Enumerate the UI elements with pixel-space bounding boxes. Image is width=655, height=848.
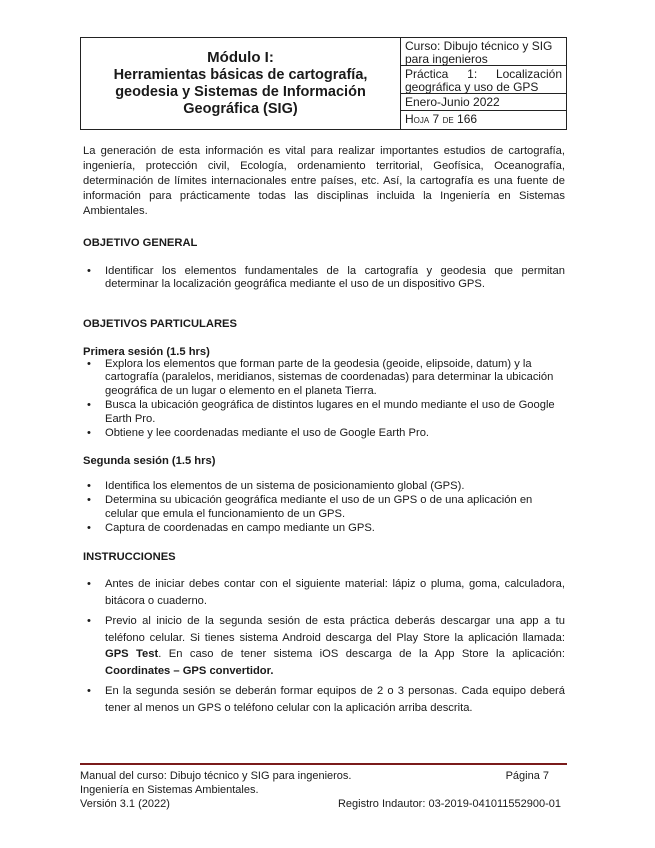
list-item — [83, 613, 565, 679]
footer-version: Versión 3.1 (2022) — [80, 798, 170, 810]
footer-program: Ingeniería en Sistemas Ambientales. — [80, 784, 259, 796]
objetivo-general-list — [83, 265, 565, 293]
module-title: Módulo I: — [207, 49, 274, 66]
list-item: • Identificar los elementos fundamentales de la cartografía y geodesia que permitan determinar la localización geográfica mediante el uso de un dispositivo GPS. — [83, 265, 565, 292]
session1-heading: Primera sesión (1.5 hrs) — [83, 346, 210, 358]
list-item: • Identifica los elementos de un sistema de posicionamiento global (GPS). — [83, 480, 565, 493]
footer-line-2 — [80, 783, 567, 797]
course-info-cells — [401, 38, 566, 129]
sheet-number: Hoja 7 de 166 — [405, 112, 478, 126]
module-subtitle: Herramientas básicas de cartografía, geodesia y Sistemas de Información Geográfica (SIG) — [113, 67, 368, 117]
app-name-ios: Coordinates – GPS convertidor. — [105, 664, 274, 677]
objetivos-particulares-heading: OBJETIVOS PARTICULARES — [83, 318, 237, 330]
module-title-cell — [81, 38, 401, 129]
session2-list — [83, 480, 565, 537]
instr-text: Previo al inicio de la segunda sesión de esta práctica deberás descargar una app a tu teléfono celular. Si tienes sistema Android descarga del Play Store la aplicación llamada: — [105, 615, 565, 644]
practice-name: Práctica 1: Localización geográfica y uso de GPS — [401, 66, 566, 94]
footer-registro: Registro Indautor: 03-2019-041011552900-01 — [337, 798, 561, 810]
list-item: • Busca la ubicación geográfica de distintos lugares en el mundo mediante el uso de Google Earth Pro. — [83, 399, 565, 426]
instr-text: . En caso de tener sistema iOS descarga de la App Store la aplicación: — [158, 648, 565, 660]
list-item: • Explora los elementos que forman parte de la geodesia (geoide, elipsoide, datum) y la cartografía (paralelos, meridianos, sistemas de coordenadas) para determinar la ubicación geográfica de un lugar o elemento en el planeta Tierra. — [83, 358, 565, 398]
list-item: • Captura de coordenadas en campo mediante un GPS. — [83, 522, 565, 535]
list-item: • Obtiene y lee coordenadas mediante el uso de Google Earth Pro. — [83, 427, 565, 440]
instrucciones-heading: INSTRUCCIONES — [83, 551, 176, 563]
header-table — [80, 37, 567, 130]
page-number: Página 7 — [505, 770, 549, 782]
footer-line-3 — [80, 797, 567, 811]
session2-heading: Segunda sesión (1.5 hrs) — [83, 455, 216, 467]
instrucciones-list — [83, 576, 565, 720]
course-name: Curso: Dibujo técnico y SIG para ingenieros — [401, 38, 566, 66]
list-item: • Determina su ubicación geográfica mediante el uso de un GPS o de una aplicación en celular que emula el funcionamiento de un GPS. — [83, 494, 565, 521]
footer-rule — [80, 763, 567, 765]
period: Enero-Junio 2022 — [401, 94, 566, 111]
footer-line-1 — [80, 769, 567, 783]
objetivo-general-heading: OBJETIVO GENERAL — [83, 237, 198, 249]
list-item: • En la segunda sesión se deberán formar equipos de 2 o 3 personas. Cada equipo deberá tener al menos un GPS o teléfono celular con la aplicación arriba descrita. — [83, 683, 565, 716]
session1-list — [83, 358, 565, 441]
list-item: • Antes de iniciar debes contar con el siguiente material: lápiz o pluma, goma, calculadora, bitácora o cuaderno. — [83, 576, 565, 609]
intro-paragraph: La generación de esta información es vital para realizar importantes estudios de cartografía, ingeniería, protección civil, Ecología, ordenamiento territorial, Geofísica, Oceanografía, determinación de límites internacionales entre países, etc. Así, la cartografía es una fuente de información para prácticamente todas las disciplinas incluida la Ingeniería en Sistemas Ambientales. — [83, 145, 565, 217]
app-name-android: GPS Test — [105, 648, 159, 660]
footer-manual: Manual del curso: Dibujo técnico y SIG para ingenieros. — [80, 770, 352, 782]
